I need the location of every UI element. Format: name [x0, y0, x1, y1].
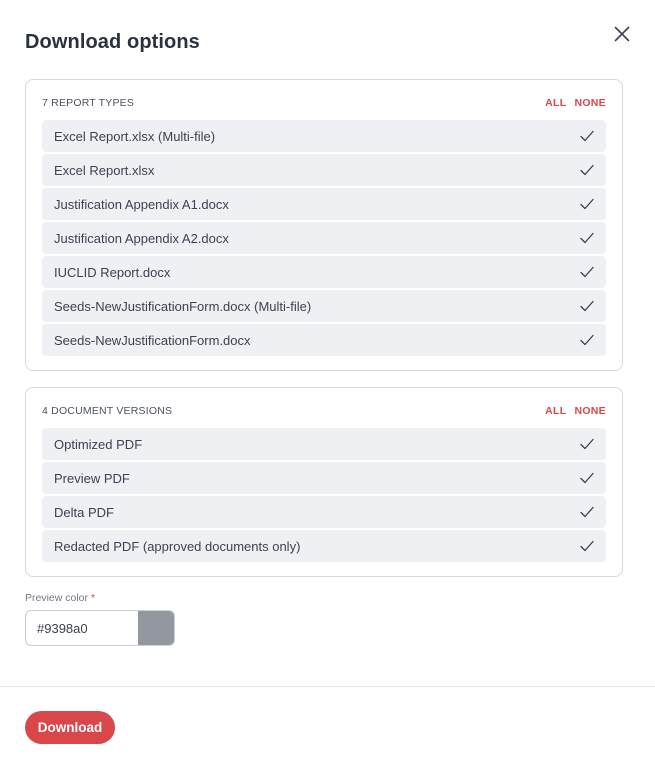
report-types-list — [42, 120, 606, 358]
check-icon — [580, 437, 594, 451]
document-versions-header — [42, 405, 606, 419]
report-type-item[interactable] — [42, 154, 606, 186]
check-icon — [580, 129, 594, 143]
report-type-item[interactable] — [42, 222, 606, 254]
report-types-select-none[interactable]: NONE — [574, 97, 606, 109]
check-icon — [580, 299, 594, 313]
report-type-label: Justification Appendix A1.docx — [54, 197, 229, 212]
footer-divider — [0, 686, 655, 687]
check-icon — [580, 265, 594, 279]
report-types-header — [42, 97, 606, 111]
report-type-item[interactable] — [42, 120, 606, 152]
document-versions-select-none[interactable]: NONE — [574, 405, 606, 417]
document-version-item[interactable] — [42, 530, 606, 562]
preview-color-label-text: Preview color — [25, 592, 89, 604]
check-icon — [580, 471, 594, 485]
report-type-label: IUCLID Report.docx — [54, 265, 171, 280]
report-type-label: Seeds-NewJustificationForm.docx — [54, 333, 251, 348]
report-type-item[interactable] — [42, 188, 606, 220]
check-icon — [580, 231, 594, 245]
preview-color-label — [25, 592, 95, 604]
report-types-actions — [537, 97, 606, 109]
check-icon — [580, 197, 594, 211]
report-type-item[interactable] — [42, 324, 606, 356]
document-versions-actions — [537, 405, 606, 417]
preview-color-value[interactable]: #9398a0 — [37, 621, 88, 636]
check-icon — [580, 505, 594, 519]
required-mark: * — [90, 592, 96, 604]
close-button[interactable] — [608, 20, 636, 48]
document-version-item[interactable] — [42, 428, 606, 460]
document-version-label: Optimized PDF — [54, 437, 143, 452]
close-icon — [608, 20, 636, 48]
report-types-title: 7 REPORT TYPES — [42, 97, 135, 109]
report-type-label: Excel Report.xlsx — [54, 163, 155, 178]
document-version-label: Redacted PDF (approved documents only) — [54, 539, 301, 554]
report-type-item[interactable] — [42, 290, 606, 322]
document-version-item[interactable] — [42, 462, 606, 494]
preview-color-input[interactable] — [25, 610, 175, 646]
check-icon — [580, 539, 594, 553]
check-icon — [580, 163, 594, 177]
document-versions-group — [25, 387, 623, 577]
report-type-label: Excel Report.xlsx (Multi-file) — [54, 129, 216, 144]
document-versions-list — [42, 428, 606, 564]
report-types-select-all[interactable]: ALL — [545, 97, 567, 109]
document-versions-title: 4 DOCUMENT VERSIONS — [42, 405, 173, 417]
report-type-label: Justification Appendix A2.docx — [54, 231, 229, 246]
preview-color-swatch[interactable] — [138, 611, 174, 645]
document-version-label: Preview PDF — [54, 471, 130, 486]
report-type-item[interactable] — [42, 256, 606, 288]
check-icon — [580, 333, 594, 347]
report-type-label: Seeds-NewJustificationForm.docx (Multi-file) — [54, 299, 312, 314]
download-button[interactable]: Download — [25, 711, 115, 744]
dialog-title: Download options — [25, 31, 200, 53]
document-versions-select-all[interactable]: ALL — [545, 405, 567, 417]
document-version-item[interactable] — [42, 496, 606, 528]
report-types-group — [25, 79, 623, 371]
document-version-label: Delta PDF — [54, 505, 114, 520]
